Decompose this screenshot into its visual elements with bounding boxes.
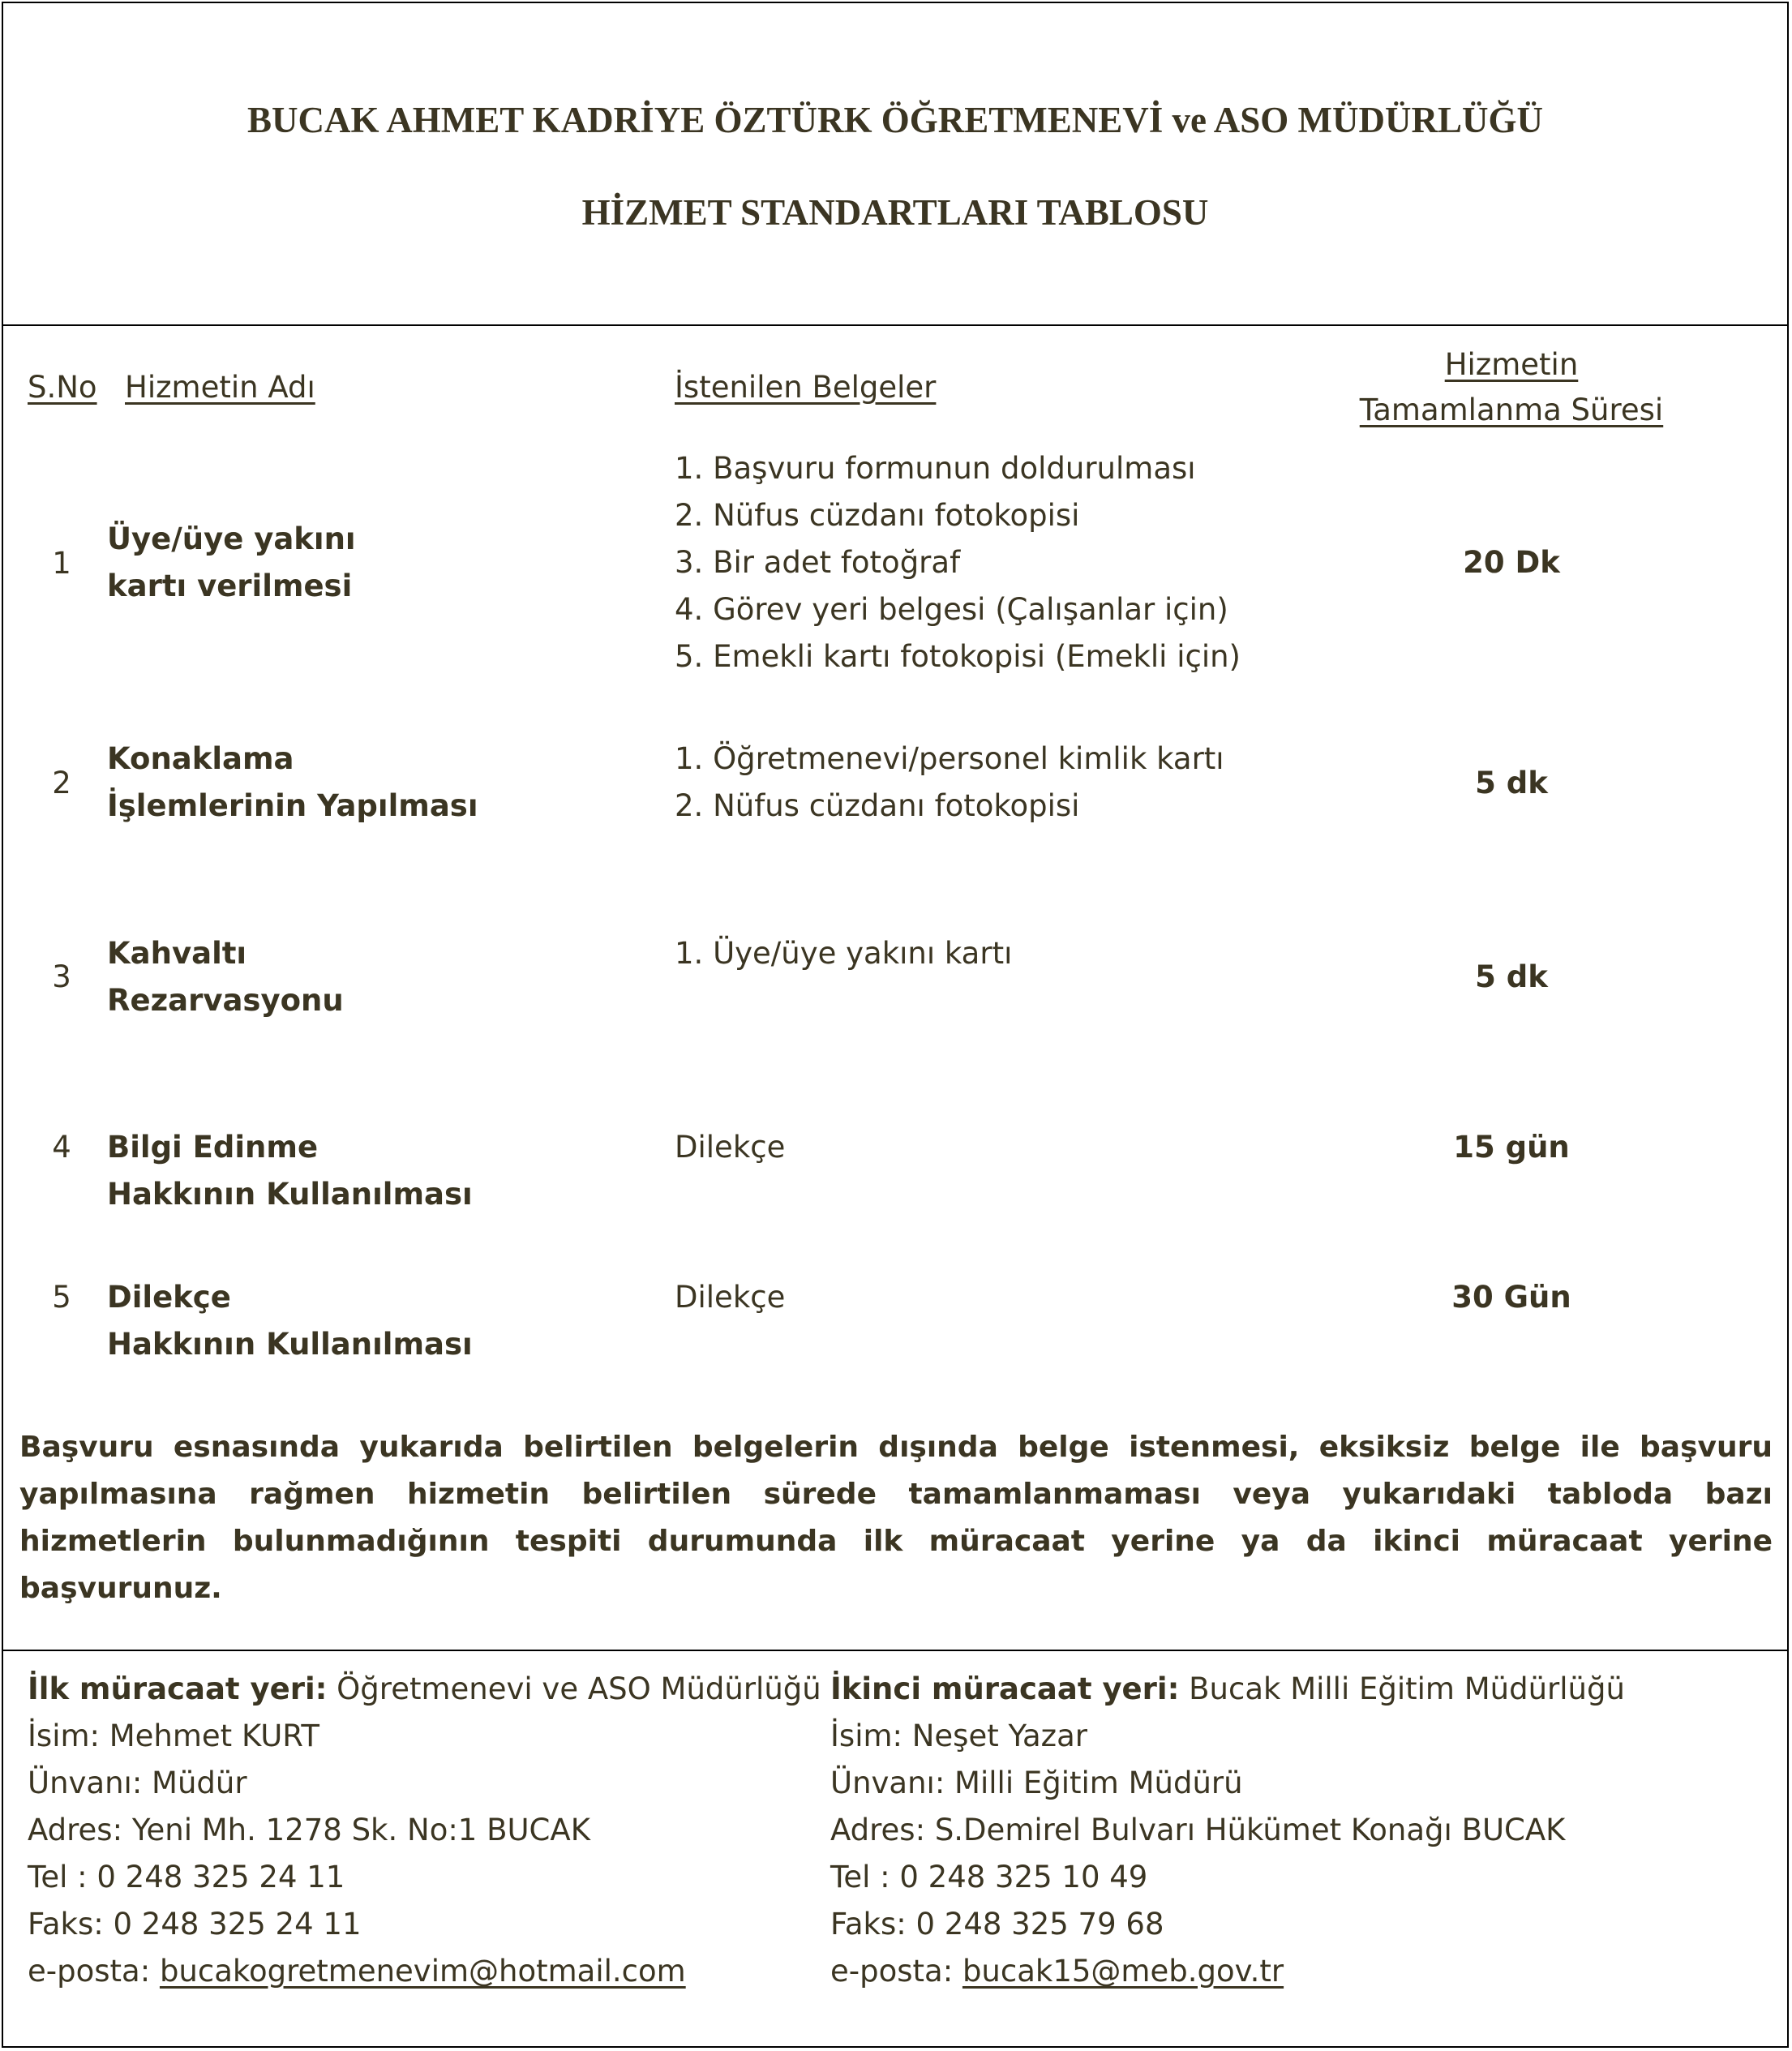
list-item: 5. Emekli kartı fotokopisi (Emekli için) [675,639,1241,674]
row-5-name-line1: Dilekçe [107,1280,231,1315]
second-contact-heading [830,1666,1625,1713]
row-4-name-line2: Hakkının Kullanılması [107,1177,473,1212]
row-2-documents [675,736,1224,830]
second-contact-fax: Faks: 0 248 325 79 68 [830,1907,1164,1942]
second-contact-label: İkinci müracaat yeri: [830,1671,1180,1706]
list-item: 1. Öğretmenevi/personel kimlik kartı [675,741,1224,776]
row-4-time: 15 gün [1453,1130,1570,1165]
first-contact-tel: Tel : 0 248 325 24 11 [28,1860,345,1894]
second-contact-tel: Tel : 0 248 325 10 49 [830,1860,1148,1894]
row-1-name-line1: Üye/üye yakını [107,521,356,556]
row-3-name-line1: Kahvaltı [107,936,247,971]
first-contact-title: Ünvanı: Müdür [28,1766,247,1800]
second-contact-email-label: e-posta: [830,1954,962,1989]
row-4-documents: Dilekçe [675,1130,786,1165]
header-sno: S.No [28,370,97,405]
first-contact-address: Adres: Yeni Mh. 1278 Sk. No:1 BUCAK [28,1813,590,1847]
first-contact-heading [28,1666,821,1713]
second-contact-name: İsim: Neşet Yazar [830,1718,1087,1753]
first-contact-label: İlk müracaat yeri: [28,1671,328,1706]
first-contact-email-label: e-posta: [28,1954,160,1989]
list-item: 3. Bir adet fotoğraf [675,545,961,580]
row-4-name-line1: Bilgi Edinme [107,1130,319,1165]
header-service-name: Hizmetin Adı [125,370,315,405]
row-3-number: 3 [52,959,71,994]
footer-divider [3,1650,1787,1651]
first-contact-name: İsim: Mehmet KURT [28,1718,319,1753]
page-title: BUCAK AHMET KADRİYE ÖZTÜRK ÖĞRETMENEVİ ve ASO MÜDÜRLÜĞÜ [247,100,1544,140]
page-subtitle: HİZMET STANDARTLARI TABLOSU [581,192,1209,233]
row-3-name-line2: Rezarvasyonu [107,983,344,1018]
header-documents: İstenilen Belgeler [675,370,937,405]
document [2,2,1789,2048]
row-2-time: 5 dk [1475,766,1548,800]
first-contact [28,1666,821,1995]
row-5-name-line2: Hakkının Kullanılması [107,1327,473,1362]
second-contact-email-row [830,1948,1625,1995]
list-item: 2. Nüfus cüzdanı fotokopisi [675,498,1080,533]
row-5-number: 5 [52,1280,71,1315]
row-2-number: 2 [52,766,71,800]
first-contact-email-row [28,1948,821,1995]
first-contact-fax: Faks: 0 248 325 24 11 [28,1907,362,1942]
header-time-line2: Tamamlanma Süresi [1359,393,1664,427]
first-contact-email-link[interactable]: bucakogretmenevim@hotmail.com [159,1954,686,1989]
row-2-name-line2: İşlemlerinin Yapılması [107,788,478,823]
row-3-time: 5 dk [1475,959,1548,994]
list-item: 1. Başvuru formunun doldurulması [675,451,1196,486]
first-contact-place: Öğretmenevi ve ASO Müdürlüğü [327,1671,821,1706]
header [3,3,1787,326]
row-5-time: 30 Gün [1451,1280,1571,1315]
second-contact [830,1666,1625,1995]
list-item: 1. Üye/üye yakını kartı [675,936,1013,971]
row-4-number: 4 [52,1130,71,1165]
notice-paragraph: Başvuru esnasında yukarıda belirtilen belgelerin dışında belge istenmesi, eksiksiz belge ile başvuru yapılmasına rağmen hizmetin belirtilen sürede tamamlanmaması veya yukarıdaki tabloda bazı hizmetlerin bulunmadığının tespiti durumunda ilk müracaat yerine ya da ikinci müracaat yerine başvurunuz. [19,1431,1773,1605]
header-time-line1: Hizmetin [1444,347,1579,382]
second-contact-address: Adres: S.Demirel Bulvarı Hükümet Konağı BUCAK [830,1813,1566,1847]
list-item: 2. Nüfus cüzdanı fotokopisi [675,788,1080,823]
row-1-time: 20 Dk [1463,545,1560,580]
row-1-documents [675,445,1241,680]
row-5-documents: Dilekçe [675,1280,786,1315]
row-2-name-line1: Konaklama [107,741,294,776]
list-item: 4. Görev yeri belgesi (Çalışanlar için) [675,592,1228,627]
row-1-name-line2: kartı verilmesi [107,569,353,603]
second-contact-place: Bucak Milli Eğitim Müdürlüğü [1179,1671,1625,1706]
row-1-number: 1 [52,546,71,581]
second-contact-title: Ünvanı: Milli Eğitim Müdürü [830,1766,1243,1800]
second-contact-email-link[interactable]: bucak15@meb.gov.tr [962,1954,1284,1989]
row-3-documents [675,930,1012,977]
